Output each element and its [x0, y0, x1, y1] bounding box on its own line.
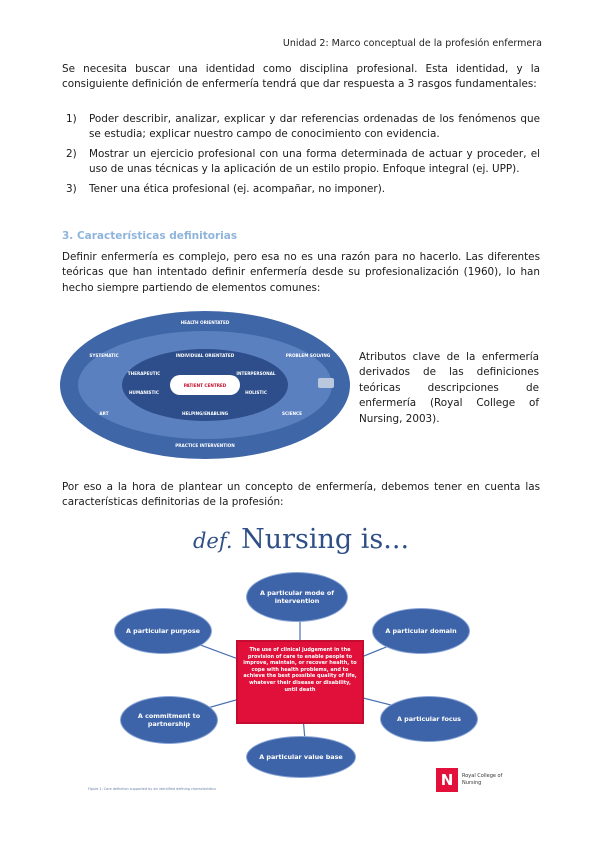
node-lower-left: A commitment to partnership [120, 696, 218, 744]
list-text: Mostrar un ejercicio profesional con una forma determinada de actuar y proceder, el uso de unas técnicas y la aplicación de un estilo propio. Enfoque integral (ej. UPP). [89, 147, 540, 176]
diagram-label: INDIVIDUAL ORIENTATED [175, 353, 235, 358]
list-item [62, 182, 540, 197]
intro-paragraph: Se necesita buscar una identidad como disciplina profesional. Esta identidad, y la consiguiente definición de enfermería tendrá que dar respuesta a 3 rasgos fundamentales: [62, 63, 540, 91]
section-paragraph: Definir enfermería es complejo, pero esa no es una razón para no hacerlo. Las diferentes teóricas que han intentado definir enfermería desde su profesionalización (1960), lo han hecho siempre partiendo de elementos comunes: [62, 251, 540, 294]
list-item [62, 112, 540, 143]
nursing-attributes-diagram [60, 311, 350, 459]
diagram-label: HEALTH ORIENTATED [180, 320, 230, 325]
core-definition-box: The use of clinical judgement in the provision of care to enable people to improve, maintain, or recover health, to cope with health problems, and to achieve the best possible quality of life, whatever their disease or disability, until death [236, 640, 364, 724]
node-lower-right: A particular focus [380, 696, 478, 742]
figure-footnote: Figure 1: Core definition supported by six identified defining characteristics [88, 787, 216, 791]
node-top: A particular mode of intervention [246, 572, 348, 622]
unit-header: Unidad 2: Marco conceptual de la profesión enfermera [282, 38, 542, 49]
figure-title-text: Nursing is... [241, 524, 410, 555]
list-text: Poder describir, analizar, explicar y dar referencias ordenadas de los fenómenos que se estudia; explicar nuestro campo de conocimiento con evidencia. [89, 113, 540, 141]
diagram-pointer [318, 378, 334, 388]
list-item [62, 147, 540, 178]
diagram-label: HUMANISTIC [129, 390, 159, 395]
section-heading: 3. Características definitorias [62, 230, 238, 242]
diagram-label: HELPING/ENABLING [181, 411, 229, 416]
diagram-label: HOLISTIC [245, 390, 267, 395]
list-number: 1) [66, 113, 77, 125]
requirements-list [62, 112, 540, 201]
lead-in-paragraph: Por eso a la hora de plantear un concepto de enfermería, debemos tener en cuenta las características definitorias de la profesión: [62, 481, 540, 509]
rcn-logo-name: Royal College of Nursing [462, 773, 503, 786]
list-text: Tener una ética profesional (ej. acompañar, no imponer). [89, 182, 386, 195]
diagram-label: PROBLEM SOLVING [285, 353, 331, 358]
nursing-definition-figure [60, 518, 542, 800]
diagram-label: SYSTEMATIC [89, 353, 119, 358]
node-upper-left: A particular purpose [114, 608, 212, 654]
diagram-label: ART [99, 411, 109, 416]
figure-title-prefix: def. [192, 529, 233, 553]
node-upper-right: A particular domain [372, 608, 470, 654]
core-label: PATIENT CENTRED [170, 375, 240, 395]
diagram-label: SCIENCE [282, 411, 302, 416]
diagram-caption: Atributos clave de la enfermería derivados de las definiciones teóricas descripciones de enfermería (Royal College of Nursing, 2003). [359, 351, 539, 425]
diagram-label: THERAPEUTIC [127, 371, 161, 376]
node-bottom: A particular value base [246, 736, 356, 778]
list-number: 2) [66, 147, 77, 160]
rcn-logo-mark: N [436, 768, 458, 792]
diagram-label: PRACTICE INTERVENTION [175, 443, 235, 448]
list-number: 3) [66, 182, 77, 195]
diagram-label: INTERPERSONAL [236, 371, 276, 376]
rcn-logo [436, 768, 514, 792]
